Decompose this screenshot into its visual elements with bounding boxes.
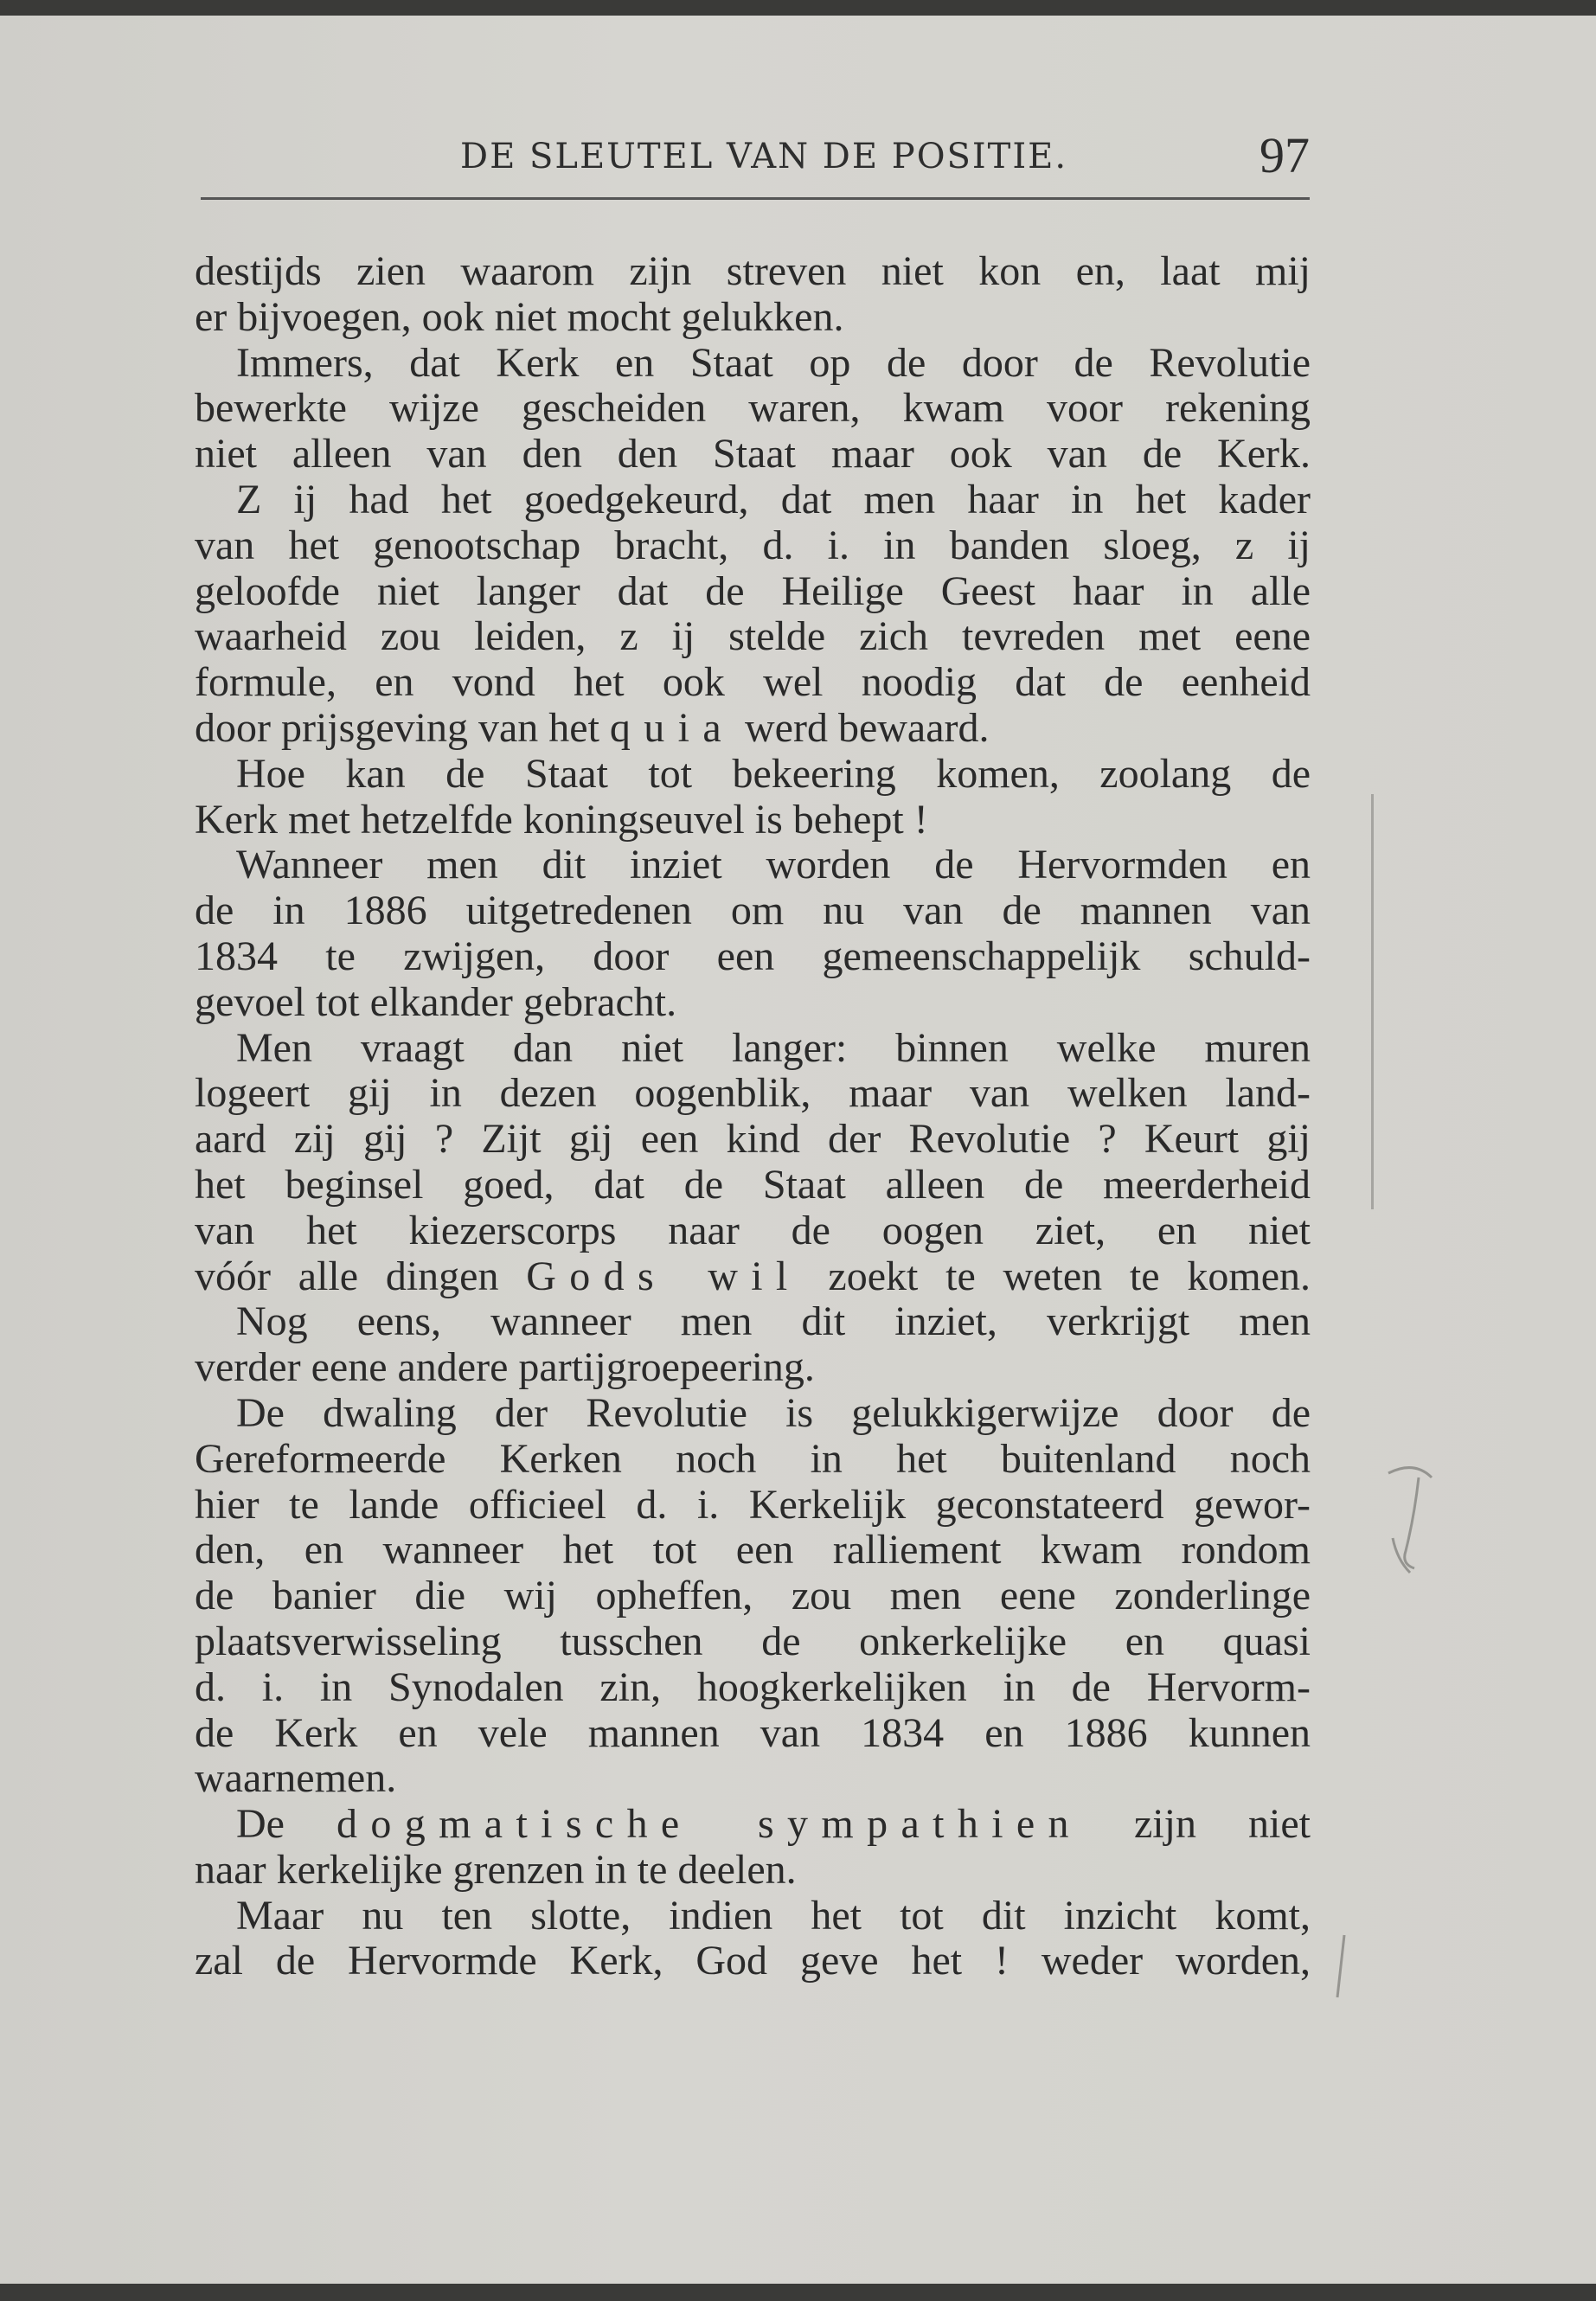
text-line: Kerk met hetzelfde koningseuvel is behept ! bbox=[195, 796, 928, 843]
text-line: bewerkte wijze gescheiden waren, kwam voor rekening bbox=[195, 385, 1311, 432]
text-line: Nog eens, wanneer men dit inziet, verkrijgt men bbox=[236, 1298, 1311, 1345]
text-line: 1834 te zwijgen, door een gemeenschappelijk schuld- bbox=[195, 933, 1311, 979]
body-text bbox=[195, 249, 1311, 1984]
spaced-emphasis: dogmatische sympathien bbox=[337, 1801, 1082, 1848]
text-line: hier te lande officieel d. i. Kerkelijk geconstateerd gewor- bbox=[195, 1481, 1311, 1528]
text-segment: De bbox=[236, 1801, 337, 1848]
text-line: Z ij had het goedgekeurd, dat men haar in het kader bbox=[236, 476, 1311, 522]
text-segment: werd bewaard. bbox=[734, 704, 990, 751]
pencil-bracket-mark bbox=[1380, 1456, 1449, 1577]
text-line: de Kerk en vele mannen van 1834 en 1886 kunnen bbox=[195, 1709, 1311, 1756]
text-line bbox=[195, 1254, 1311, 1300]
text-line: logeert gij in dezen oogenblik, maar van welken land- bbox=[195, 1070, 1311, 1117]
page-number: 97 bbox=[1259, 127, 1310, 183]
text-line: Gereformeerde Kerken noch in het buitenland noch bbox=[195, 1435, 1311, 1482]
text-line: van het genootschap bracht, d. i. in banden sloeg, z ij bbox=[195, 522, 1311, 568]
text-segment: door prijsgeving van het bbox=[195, 704, 610, 751]
text-line: waarheid zou leiden, z ij stelde zich tevreden met eene bbox=[195, 613, 1311, 660]
text-line: waarnemen. bbox=[195, 1755, 397, 1802]
text-line: zal de Hervormde Kerk, God geve het ! weder worden, bbox=[195, 1938, 1311, 1984]
pencil-margin-line bbox=[1371, 794, 1374, 1209]
spaced-emphasis: quia bbox=[609, 704, 734, 751]
text-line: naar kerkelijke grenzen in te deelen. bbox=[195, 1846, 797, 1893]
text-line: destijds zien waarom zijn streven niet kon en, laat mij bbox=[195, 248, 1311, 294]
text-line: niet alleen van den den Staat maar ook van de Kerk. bbox=[195, 431, 1311, 478]
text-line: De dwaling der Revolutie is gelukkigerwijze door de bbox=[236, 1389, 1311, 1436]
pencil-tick-mark bbox=[1332, 1932, 1349, 2001]
text-line: Immers, dat Kerk en Staat op de door de Revolutie bbox=[236, 339, 1311, 386]
book-page bbox=[0, 16, 1596, 2284]
text-line: van het kiezerscorps naar de oogen ziet, en niet bbox=[195, 1207, 1311, 1253]
text-line: verder eene andere partijgroepeering. bbox=[195, 1344, 815, 1391]
text-line: d. i. in Synodalen zin, hoogkerkelijken in de Hervorm- bbox=[195, 1663, 1311, 1710]
text-line: geloofde niet langer dat de Heilige Geest haar in alle bbox=[195, 567, 1311, 614]
running-head bbox=[201, 119, 1310, 200]
chapter-title: DE SLEUTEL VAN DE POSITIE. bbox=[460, 137, 1068, 176]
text-segment: vóór alle dingen bbox=[195, 1253, 527, 1299]
text-line: gevoel tot elkander gebracht. bbox=[195, 978, 677, 1025]
text-line: Wanneer men dit inziet worden de Hervormden en bbox=[236, 842, 1311, 888]
spaced-emphasis: Gods wil bbox=[526, 1253, 801, 1299]
text-line: het beginsel goed, dat de Staat alleen de meerderheid bbox=[195, 1161, 1311, 1208]
text-line bbox=[195, 706, 1311, 752]
text-line: aard zij gij ? Zijt gij een kind der Revolutie ? Keurt gij bbox=[195, 1116, 1311, 1163]
text-line: den, en wanneer het tot een ralliement kwam rondom bbox=[195, 1527, 1311, 1574]
text-line bbox=[195, 1802, 1311, 1848]
text-line: de in 1886 uitgetredenen om nu van de mannen van bbox=[195, 888, 1311, 934]
text-line: plaatsverwisseling tusschen de onkerkelijke en quasi bbox=[195, 1618, 1311, 1664]
text-line: de banier die wij opheffen, zou men eene zonderlinge bbox=[195, 1573, 1311, 1619]
text-line: Men vraagt dan niet langer: binnen welke muren bbox=[236, 1024, 1311, 1071]
text-segment: zoekt te weten te komen. bbox=[800, 1253, 1311, 1299]
text-line: formule, en vond het ook wel noodig dat de eenheid bbox=[195, 659, 1311, 706]
text-line: Maar nu ten slotte, indien het tot dit inzicht komt, bbox=[236, 1892, 1311, 1939]
text-line: er bijvoegen, ook niet mocht gelukken. bbox=[195, 293, 844, 340]
text-line: Hoe kan de Staat tot bekeering komen, zoolang de bbox=[236, 750, 1311, 797]
text-segment: zijn niet bbox=[1081, 1801, 1311, 1848]
